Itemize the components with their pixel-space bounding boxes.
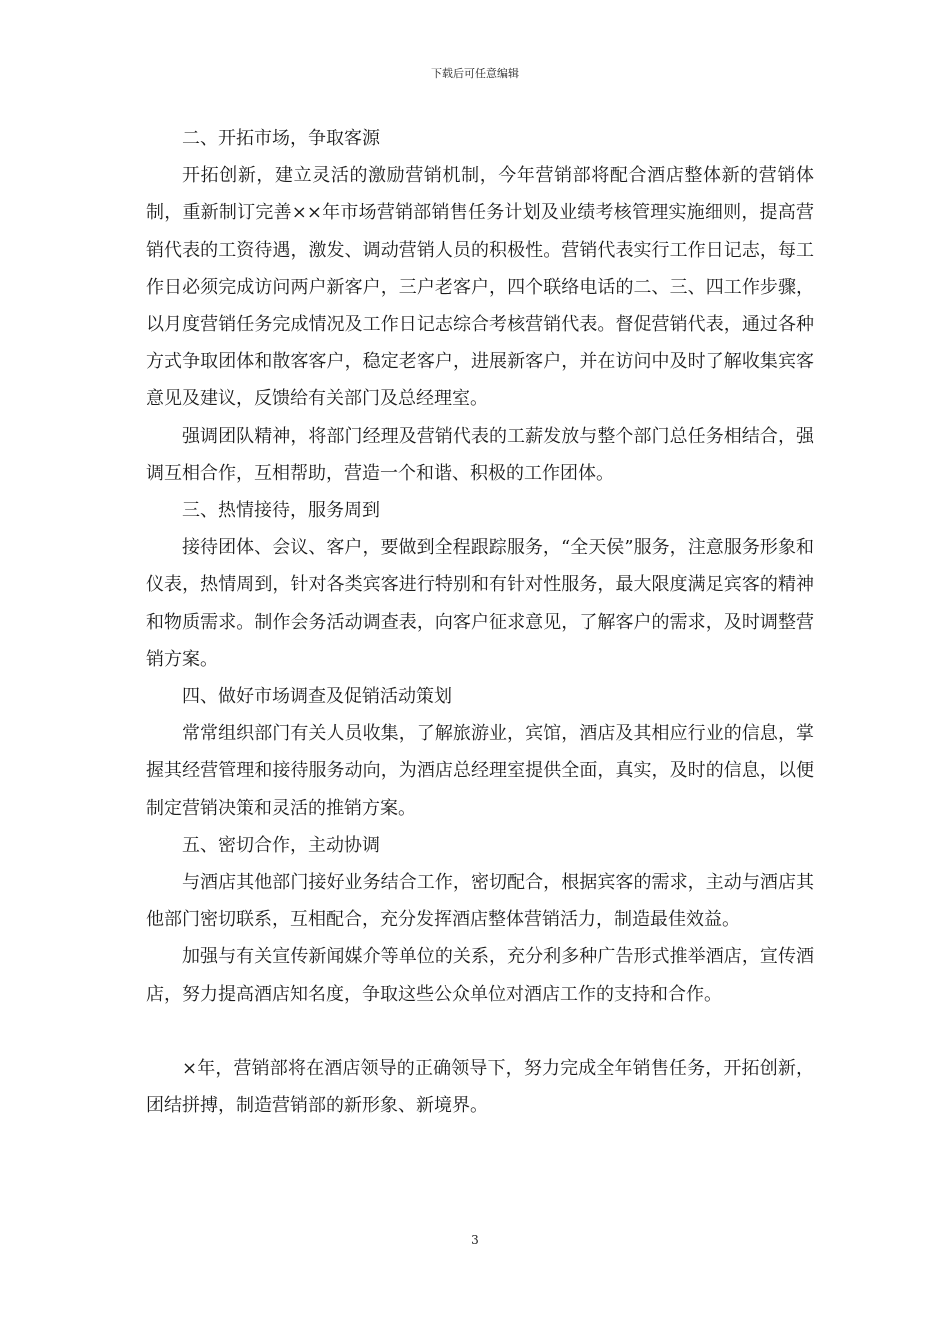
section-heading-5: 五、密切合作，主动协调 <box>182 834 380 856</box>
paragraph-market-expansion: 开拓创新，建立灵活的激励营销机制，今年营销部将配合酒店整体新的营销体制，重新制订完善××年市场营销部销售任务计划及业绩考核管理实施细则，提高营销代表的工资待遇，激发、调动营销人员的积极性。营销代表实行工作日记志，每工作日必须完成访问两户新客户，三户老客户，四个联络电话的二、三、四工作步骤，以月度营销任务完成情况及工作日记志综合考核营销代表。督促营销代表，通过各种方式争取团体和散客客户，稳定老客户，进展新客户，并在访问中及时了解收集宾客意见及建议，反馈给有关部门及总经理室。 <box>146 165 814 410</box>
section-heading-2: 二、开拓市场，争取客源 <box>182 128 380 149</box>
page-number: 3 <box>471 1233 479 1247</box>
paragraph-team-spirit: 强调团队精神，将部门经理及营销代表的工薪发放与整个部门总任务相结合，强调互相合作，互相帮助，营造一个和谐、积极的工作团体。 <box>146 425 814 484</box>
paragraph-reception-service: 接待团体、会议、客户，要做到全程跟踪服务，“全天侯”服务，注意服务形象和仪表，热情周到，针对各类宾客进行特别和有针对性服务，最大限度满足宾客的精神和物质需求。制作会务活动调查表，向客户征求意见，了解客户的需求，及时调整营销方案。 <box>146 537 814 670</box>
blank-line <box>146 1013 814 1050</box>
paragraph-market-research: 常常组织部门有关人员收集，了解旅游业，宾馆，酒店及其相应行业的信息，掌握其经营管理和接待服务动向，为酒店总经理室提供全面，真实，及时的信息，以便制定营销决策和灵活的推销方案。 <box>146 723 814 819</box>
section-heading-3: 三、热情接待，服务周到 <box>182 500 380 522</box>
paragraph-media-relations: 加强与有关宣传新闻媒介等单位的关系，充分利多种广告形式推举酒店，宣传酒店，努力提高酒店知名度，争取这些公众单位对酒店工作的支持和合作。 <box>146 946 814 1005</box>
paragraph-cooperation: 与酒店其他部门接好业务结合工作，密切配合，根据宾客的需求，主动与酒店其他部门密切联系，互相配合，充分发挥酒店整体营销活力，制造最佳效益。 <box>146 872 814 931</box>
document-body <box>146 120 814 1124</box>
section-heading-4: 四、做好市场调查及促销活动策划 <box>182 686 452 708</box>
paragraph-closing: ×年，营销部将在酒店领导的正确领导下，努力完成全年销售任务，开拓创新，团结拼搏，制造营销部的新形象、新境界。 <box>146 1057 814 1117</box>
page-header: 下载后可任意编辑 <box>431 67 519 80</box>
